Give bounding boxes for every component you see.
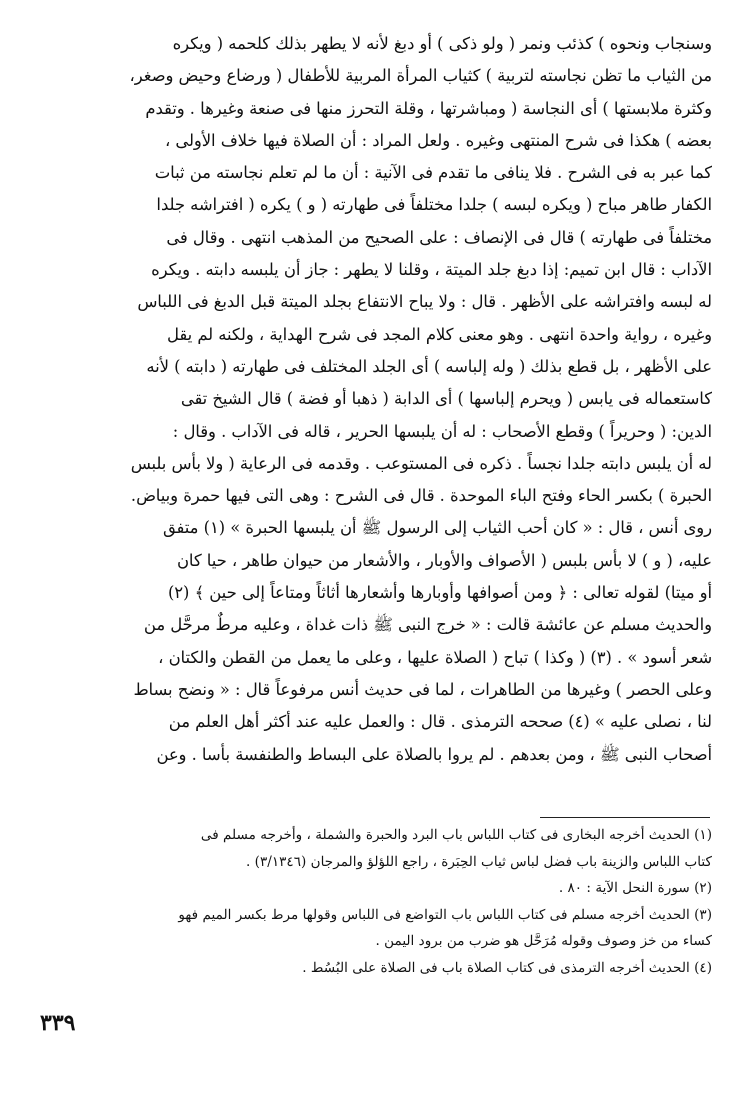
footnote-line: كساء من خز وصوف وقوله مُرَحَّل هو ضرب من برود اليمن . bbox=[375, 933, 712, 949]
body-line: وكثرة ملابستها ) أى النجاسة ( ومباشرتها ، وقلة التحرز منها فى صنعة وغيرها . وتقدم bbox=[145, 98, 712, 118]
body-line: له أن يلبس دابته جلدا نجساً . ذكره فى المستوعب . وقدمه فى الرعاية ( ولا بأس بلبس bbox=[130, 453, 712, 473]
body-line: كاستعماله فى يابس ( ويحرم إلباسها ) أى الدابة ( ذهبا أو فضة ) قال الشيخ تقى bbox=[180, 389, 712, 409]
footnote-line: (١) الحديث أخرجه البخارى فى كتاب اللباس باب البرد والحبرة والشملة ، وأخرجه مسلم فى bbox=[200, 827, 712, 843]
footnote-line: (٢) سورة النحل الآية : ٨٠ . bbox=[558, 880, 712, 896]
page-number: ٣٣٩ bbox=[40, 1010, 76, 1036]
footnotes bbox=[62, 822, 712, 981]
body-line: الحبرة ) بكسر الحاء وفتح الباء الموحدة . قال فى الشرح : وهى التى فيها حمرة وبياض. bbox=[130, 486, 712, 506]
body-line: عليه، ( و ) لا بأس بلبس ( الأصواف والأوبار ، والأشعار من حيوان طاهر ، حيا كان bbox=[176, 550, 712, 570]
body-line: لنا ، نصلى عليه » (٤) صححه الترمذى . قال : والعمل عليه عند أكثر أهل العلم من bbox=[168, 712, 712, 732]
footnote-line: كتاب اللباس والزينة باب فضل لباس ثياب الحِبَرة ، راجع اللؤلؤ والمرجان (٣/١٣٤٦) . bbox=[246, 853, 712, 870]
body-line: أصحاب النبى ﷺ ، ومن بعدهم . لم يروا بالصلاة على البساط والطنفسة بأسا . وعن bbox=[156, 744, 712, 764]
footnote-divider bbox=[540, 817, 710, 818]
body-line: والحديث مسلم عن عائشة قالت : « خرج النبى ﷺ ذات غداة ، وعليه مرطٌ مرحَّل من bbox=[143, 615, 712, 635]
body-line: بعضه ) هكذا فى شرح المنتهى وغيره . ولعل المراد : أن الصلاة فيها خلاف الأولى ، bbox=[164, 130, 712, 150]
body-line: أو ميتا) لقوله تعالى : ﴿ ومن أصوافها وأوبارها وأشعارها أثاثاً ومتاعاً إلى حين ﴾ (٢) bbox=[167, 583, 712, 603]
body-line: الكفار طاهر مباح ( ويكره لبسه ) جلدا مختلفاً فى طهارته ( و ) يكره ( افتراشه جلدا bbox=[156, 195, 712, 215]
body-text bbox=[62, 28, 712, 771]
footnote-line: (٣) الحديث أخرجه مسلم فى كتاب اللباس باب التواضع فى اللباس وقولها مرط بكسر الميم فهو bbox=[178, 906, 712, 923]
body-line: الآداب : قال ابن تميم: إذا دبغ جلد الميتة ، وقلنا لا يطهر : جاز أن يلبسه دابته . ويكره bbox=[151, 260, 712, 280]
body-line: شعر أسود » . (٣) ( وكذا ) تباح ( الصلاة عليها ، وعلى ما يعمل من القطن والكتان ، bbox=[158, 647, 712, 667]
body-line: كما عبر به فى الشرح . فلا ينافى ما تقدم فى الآنية : أن ما لم تعلم نجاسته من ثبات bbox=[154, 163, 712, 183]
body-line: من الثياب ما تظن نجاسته لتربية ) كثياب المرأة المربية للأطفال ( ورضاع وحيض وصغر، bbox=[129, 66, 712, 86]
body-line: له لبسه وافتراشه على الأظهر . قال : ولا يباح الانتفاع بجلد الميتة قبل الدبغ فى اللباس bbox=[137, 292, 712, 312]
body-line: وعلى الحصر ) وغيرها من الطاهرات ، لما فى حديث أنس مرفوعاً قال : « ونضح بساط bbox=[133, 679, 712, 699]
body-line: وغيره ، رواية واحدة انتهى . وهو معنى كلام المجد فى شرح الهداية ، ولكنه لم يقل bbox=[167, 324, 712, 344]
body-line: على الأظهر ، بل قطع بذلك ( وله إلباسه ) أى الجلد المختلف فى طهارته ( دابته ) لأنه bbox=[146, 356, 712, 376]
body-line: الدين: ( وحريراً ) وقطع الأصحاب : له أن يلبسها الحرير ، قاله فى الآداب . وقال : bbox=[172, 421, 712, 441]
body-line: روى أنس ، قال : « كان أحب الثياب إلى الرسول ﷺ أن يلبسها الحبرة » (١) متفق bbox=[162, 518, 712, 538]
footnote-line: (٤) الحديث أخرجه الترمذى فى كتاب الصلاة باب فى الصلاة على البُسُط . bbox=[302, 959, 712, 976]
body-line: وسنجاب ونحوه ) كذئب ونمر ( ولو ذكى ) أو دبغ لأنه لا يطهر بذلك كلحمه ( ويكره bbox=[172, 34, 712, 53]
body-line: مختلفاً فى طهارته ) قال فى الإنصاف : على الصحيح من المذهب انتهى . وقال فى bbox=[166, 227, 712, 247]
